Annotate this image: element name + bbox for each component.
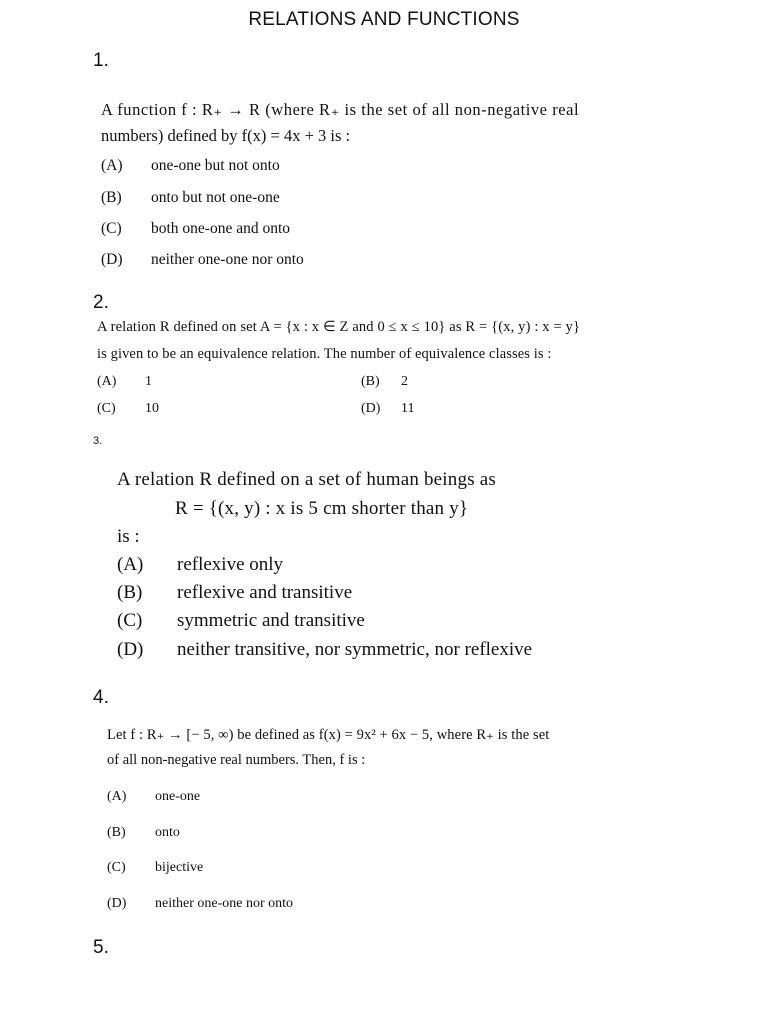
option-text: onto: [155, 825, 180, 840]
question-stem: of all non-negative real numbers. Then, f is :: [107, 752, 366, 768]
option-text: one-one: [155, 789, 201, 804]
question-stem: is :: [117, 526, 140, 547]
option-label: (C): [97, 401, 116, 416]
option-text: reflexive and transitive: [177, 582, 353, 603]
option-label: (D): [117, 639, 144, 660]
option-text: 1: [145, 374, 152, 389]
option-text: neither transitive, nor symmetric, nor reflexive: [177, 639, 533, 660]
option-label: (A): [117, 554, 144, 575]
question-number: 3.: [93, 435, 103, 447]
question-number: 5.: [93, 937, 109, 958]
option-text: both one-one and onto: [151, 220, 291, 237]
question-number: 4.: [93, 687, 109, 708]
question-number: 1.: [93, 50, 109, 71]
question-stem: R = {(x, y) : x is 5 cm shorter than y}: [175, 498, 469, 519]
question-stem: numbers) defined by f(x) = 4x + 3 is :: [101, 126, 351, 145]
option-text: 10: [145, 401, 159, 416]
option-text: onto but not one-one: [151, 189, 280, 206]
option-label: (A): [107, 789, 127, 804]
question-stem: A relation R defined on set A = {x : x ∈ Z and 0 ≤ x ≤ 10} as R = {(x, y) : x = y}: [97, 319, 581, 335]
option-label: (B): [117, 582, 143, 603]
option-text: neither one-one nor onto: [151, 251, 304, 268]
question-stem: A function f : R₊ → R (where R₊ is the set of all non-negative real: [101, 100, 580, 119]
option-label: (B): [361, 374, 380, 389]
question-stem: Let f : R₊ → [− 5, ∞) be defined as f(x) = 9x² + 6x − 5, where R₊ is the set: [107, 727, 550, 743]
question-stem: A relation R defined on a set of human beings as: [117, 469, 496, 490]
option-label: (B): [101, 189, 122, 206]
option-label: (C): [117, 610, 143, 631]
option-text: symmetric and transitive: [177, 610, 365, 631]
option-label: (D): [107, 896, 127, 911]
question-stem: is given to be an equivalence relation. The number of equivalence classes is :: [97, 346, 552, 362]
option-text: 11: [401, 401, 415, 416]
option-text: 2: [401, 374, 408, 389]
option-label: (D): [361, 401, 381, 416]
option-text: bijective: [155, 860, 204, 875]
option-label: (C): [101, 220, 122, 237]
option-label: (C): [107, 860, 126, 875]
option-label: (A): [101, 157, 123, 174]
option-text: reflexive only: [177, 554, 284, 575]
option-label: (A): [97, 374, 117, 389]
option-text: neither one-one nor onto: [155, 896, 294, 911]
question-number: 2.: [93, 292, 109, 313]
option-text: one-one but not onto: [151, 157, 280, 174]
option-label: (D): [101, 251, 123, 268]
option-label: (B): [107, 825, 126, 840]
page-title: RELATIONS AND FUNCTIONS: [248, 9, 520, 30]
